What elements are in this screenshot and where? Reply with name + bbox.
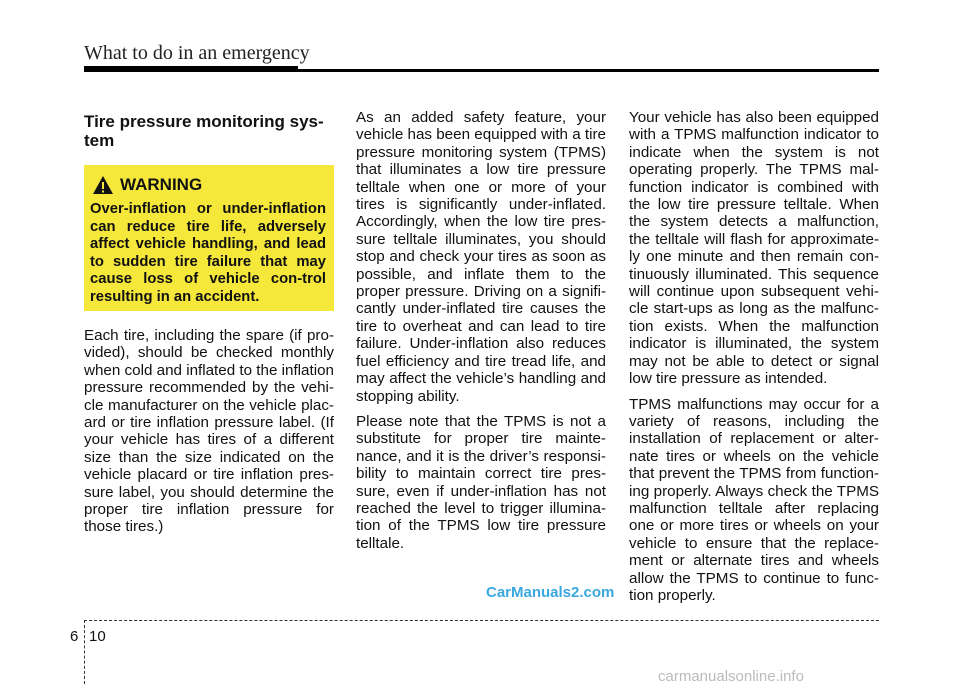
footer-divider	[84, 620, 85, 684]
warning-text: Over-inflation or under-inflation can reduce tire life, adversely affect vehicle handling, and lead to sudden tire failure that may cause loss of vehicle con-trol resulting in an accident.	[90, 201, 326, 305]
paragraph: Your vehicle has also been equipped with a TPMS malfunction indicator to indicate when the system is not operating properly. The TPMS mal-function indicator is combined with the low tire pressure telltale. When the system detects a malfunction, the telltale will flash for approximate-ly one minute and then remain con-tinuously illuminated. This sequence will continue upon subsequent vehi-cle start-ups as long as the malfunc-tion exists. When the malfunction indicator is illuminated, the system may not be able to detect or signal low tire pressure as intended.	[629, 109, 879, 388]
paragraph: TPMS malfunctions may occur for a variety of reasons, including the installation of replacement or alter-nate tires or wheels on the vehicle that prevent the TPMS from function-ing properly. Always check the TPMS malfunction telltale after replacing one or more tires or wheels on your vehicle to ensure that the replace-ment or alternate tires and wheels allow the TPMS to continue to func-tion properly.	[629, 395, 879, 604]
warning-triangle-icon	[92, 175, 114, 195]
warning-header	[92, 175, 326, 195]
page-number: 10	[89, 628, 106, 645]
watermark-link[interactable]: CarManuals2.com	[486, 584, 615, 601]
warning-box	[84, 165, 334, 311]
section-heading-text: Tire pressure monitoring sys- tem	[84, 112, 324, 150]
column-2	[356, 109, 606, 560]
column-3	[629, 109, 879, 612]
section-heading	[84, 112, 334, 150]
page-header-title: What to do in an emergency	[84, 42, 310, 64]
warning-label: WARNING	[120, 175, 203, 195]
paragraph: Please note that the TPMS is not a substitute for proper tire mainte-nance, and it is the driver’s responsi-bility to maintain correct tire pres-sure, even if under-inflation has not reached the level to trigger illumina-tion of the TPMS low tire pressure telltale.	[356, 412, 606, 552]
paragraph: Each tire, including the spare (if pro-vided), should be checked monthly when cold and inflated to the inflation pressure recommended by the vehi-cle manufacturer on the vehicle plac-ard or tire inflation pressure label. (If your vehicle has tires of a different size than the size indicated on the vehicle placard or tire inflation pres-sure label, you should determine the proper tire inflation pressure for those tires.)	[84, 327, 334, 536]
paragraph: As an added safety feature, your vehicle has been equipped with a tire pressure monitoring system (TPMS) that illuminates a low tire pressure telltale when one or more of your tires is significantly under-inflated. Accordingly, when the low tire pres-sure telltale illuminates, you should stop and check your tires as soon as possible, and inflate them to the proper pressure. Driving on a signifi-cantly under-inflated tire causes the tire to overheat and can lead to tire failure. Under-inflation also reduces fuel efficiency and tire tread life, and may affect the vehicle’s handling and stopping ability.	[356, 109, 606, 405]
column-1	[84, 110, 334, 544]
footer-rule	[84, 620, 879, 621]
section-number: 6	[70, 628, 79, 645]
header-rule	[84, 69, 879, 72]
footer-site-watermark: carmanualsonline.info	[658, 668, 804, 685]
